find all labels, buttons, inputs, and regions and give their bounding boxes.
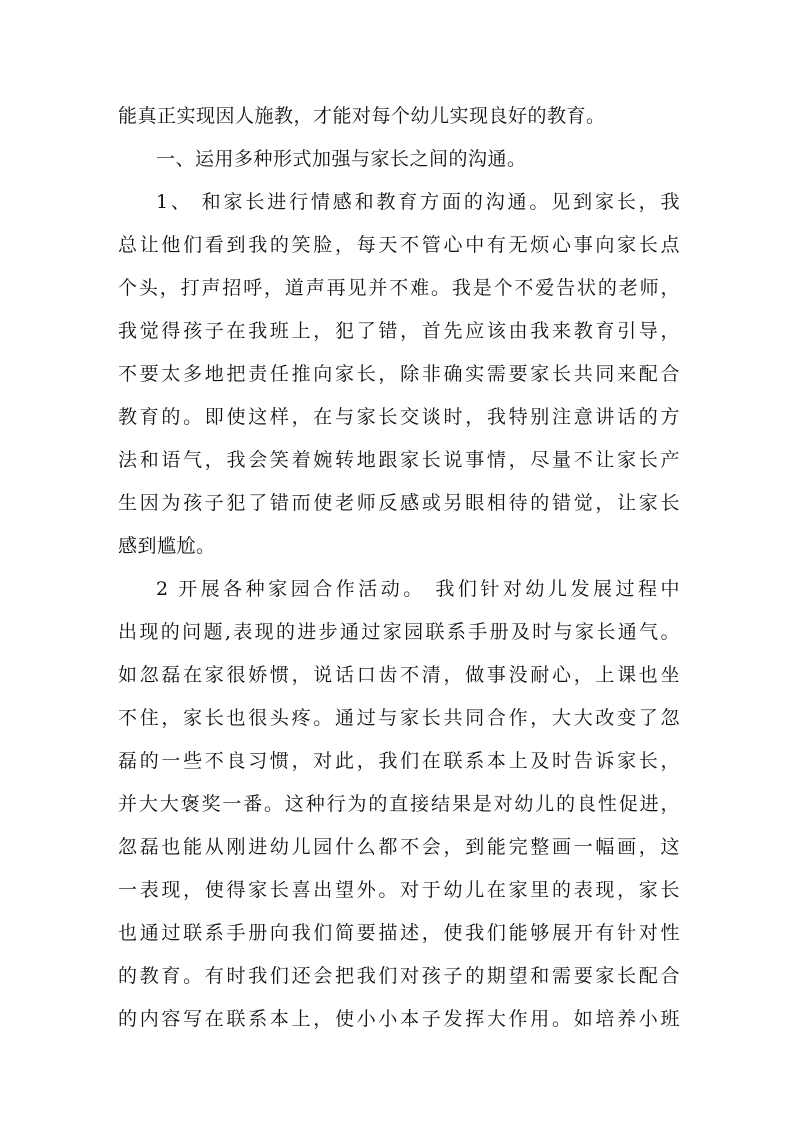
- paragraph-line: 的教育。有时我们还会把我们对孩子的期望和需要家长配合: [118, 965, 680, 987]
- paragraph-line: 能真正实现因人施教，才能对每个幼儿实现良好的教育。: [118, 105, 606, 127]
- paragraph-line: 感到尴尬。: [118, 535, 216, 557]
- paragraph-line: 1、 和家长进行情感和教育方面的沟通。见到家长，我: [156, 191, 680, 213]
- paragraph-line: 也通过联系手册向我们简要描述，使我们能够展开有针对性: [118, 922, 680, 944]
- paragraph-line: 并大大褒奖一番。这种行为的直接结果是对幼儿的良性促进，: [118, 793, 680, 815]
- paragraph-line: 个头，打声招呼，道声再见并不难。我是个不爱告状的老师，: [118, 277, 680, 299]
- paragraph-line: 我觉得孩子在我班上，犯了错，首先应该由我来教育引导，: [118, 320, 680, 342]
- paragraph-line: 总让他们看到我的笑脸，每天不管心中有无烦心事向家长点: [118, 234, 680, 256]
- paragraph-line: 不要太多地把责任推向家长，除非确实需要家长共同来配合: [118, 363, 680, 385]
- paragraph-line: 生因为孩子犯了错而使老师反感或另眼相待的错觉，让家长: [118, 492, 680, 514]
- paragraph-line: 教育的。即使这样，在与家长交谈时，我特别注意讲话的方: [118, 406, 680, 428]
- paragraph-line: 2 开展各种家园合作活动。 我们针对幼儿发展过程中: [156, 578, 680, 600]
- document-body: [118, 95, 680, 1041]
- section-heading: 一、运用多种形式加强与家长之间的沟通。: [156, 148, 527, 170]
- paragraph-line: 忽磊也能从刚进幼儿园什么都不会，到能完整画一幅画，这: [118, 836, 680, 858]
- paragraph-line: 法和语气，我会笑着婉转地跟家长说事情，尽量不让家长产: [118, 449, 680, 471]
- paragraph-line: 磊的一些不良习惯，对此，我们在联系本上及时告诉家长，: [118, 750, 680, 772]
- paragraph-line: 如忽磊在家很娇惯，说话口齿不清，做事没耐心，上课也坐: [118, 664, 680, 686]
- paragraph-line: 不住，家长也很头疼。通过与家长共同合作，大大改变了忽: [118, 707, 680, 729]
- paragraph-line: 一表现，使得家长喜出望外。对于幼儿在家里的表现，家长: [118, 879, 680, 901]
- paragraph-line: 的内容写在联系本上，使小小本子发挥大作用。如培养小班: [118, 1008, 680, 1030]
- paragraph-line: 出现的问题,表现的进步通过家园联系手册及时与家长通气。: [118, 621, 680, 643]
